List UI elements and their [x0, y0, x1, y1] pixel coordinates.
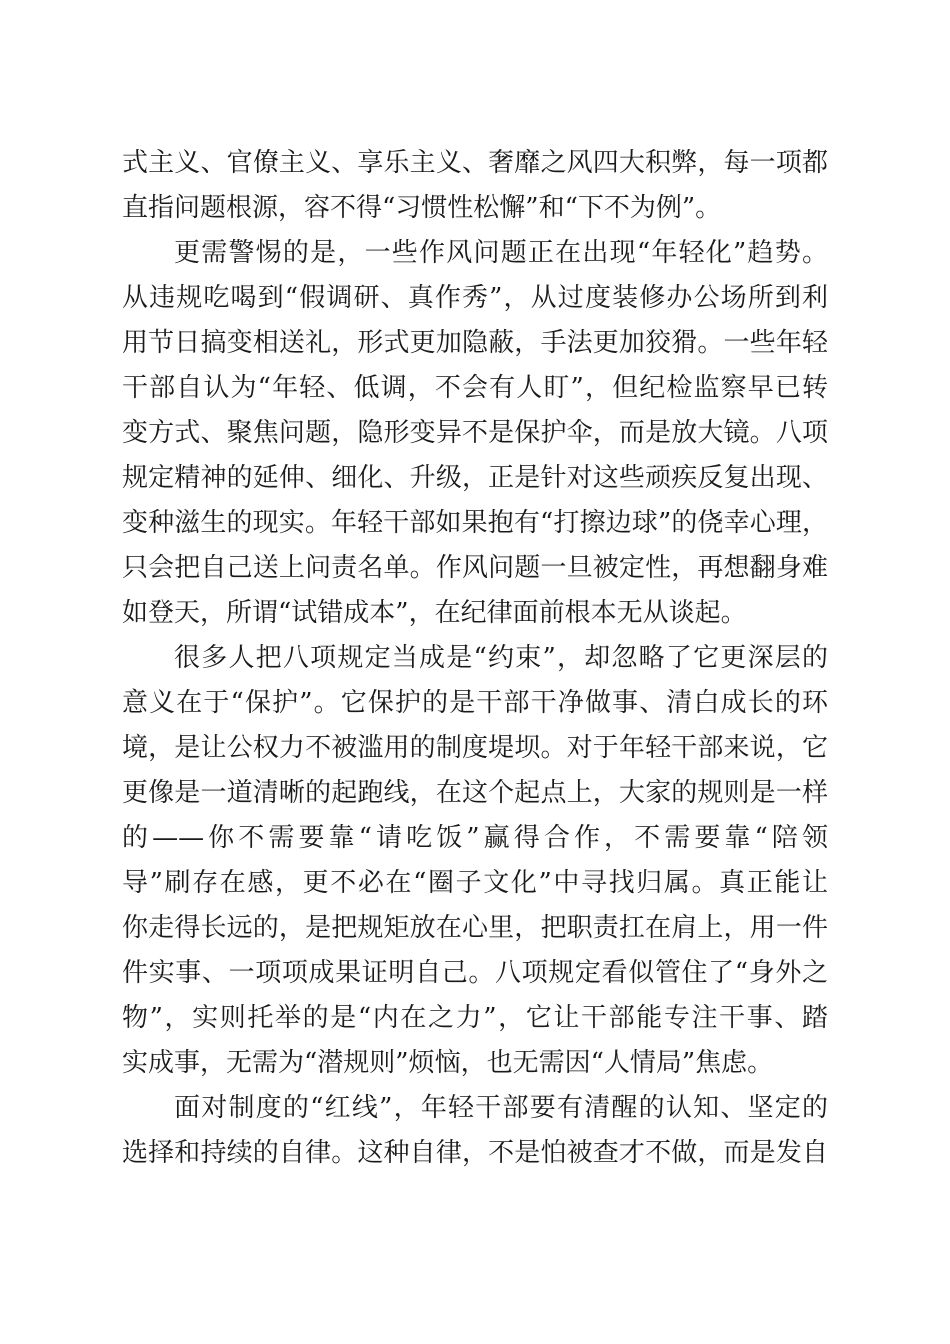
text-line: 只会把自己送上问责名单。作风问题一旦被定性，再想翻身难 [122, 553, 828, 583]
text-line: 件实事、一项项成果证明自己。八项规定看似管住了“身外之 [122, 958, 828, 988]
text-line: 物”，实则托举的是“内在之力”，它让干部能专注干事、踏 [122, 1003, 828, 1033]
text-line: 变方式、聚焦问题，隐形变异不是保护伞，而是放大镜。八项 [122, 418, 828, 448]
text-line: 更像是一道清晰的起跑线，在这个起点上，大家的规则是一样 [122, 778, 828, 808]
text-line: 从违规吃喝到“假调研、真作秀”，从过度装修办公场所到利 [122, 283, 828, 313]
text-line: 规定精神的延伸、细化、升级，正是针对这些顽疾反复出现、 [122, 463, 828, 493]
text-line: 用节日搞变相送礼，形式更加隐蔽，手法更加狡猾。一些年轻 [122, 328, 828, 358]
paragraph-first-line: 面对制度的“红线”，年轻干部要有清醒的认知、坚定的 [174, 1093, 828, 1123]
text-line: 导”刷存在感，更不必在“圈子文化”中寻找归属。真正能让 [122, 868, 828, 898]
paragraph-first-line: 更需警惕的是，一些作风问题正在出现“年轻化”趋势。 [174, 238, 828, 268]
paragraph-first-line: 很多人把八项规定当成是“约束”，却忽略了它更深层的 [174, 643, 828, 673]
text-line: 选择和持续的自律。这种自律，不是怕被查才不做，而是发自 [122, 1138, 828, 1168]
text-line: 境，是让公权力不被滥用的制度堤坝。对于年轻干部来说，它 [122, 733, 828, 763]
text-line: 变种滋生的现实。年轻干部如果抱有“打擦边球”的侥幸心理， [122, 508, 828, 538]
text-line: 式主义、官僚主义、享乐主义、奢靡之风四大积弊，每一项都 [122, 148, 828, 178]
text-line: 实成事，无需为“潜规则”烦恼，也无需因“人情局”焦虑。 [122, 1048, 774, 1078]
text-line: 干部自认为“年轻、低调，不会有人盯”，但纪检监察早已转 [122, 373, 828, 403]
text-line: 直指问题根源，容不得“习惯性松懈”和“下不为例”。 [122, 193, 722, 223]
text-line: 你走得长远的，是把规矩放在心里，把职责扛在肩上，用一件 [122, 913, 828, 943]
text-line: 意义在于“保护”。它保护的是干部干净做事、清白成长的环 [122, 688, 828, 718]
text-line: 的——你不需要靠“请吃饭”赢得合作，不需要靠“陪领 [122, 823, 828, 853]
text-line: 如登天，所谓“试错成本”，在纪律面前根本无从谈起。 [122, 598, 747, 628]
